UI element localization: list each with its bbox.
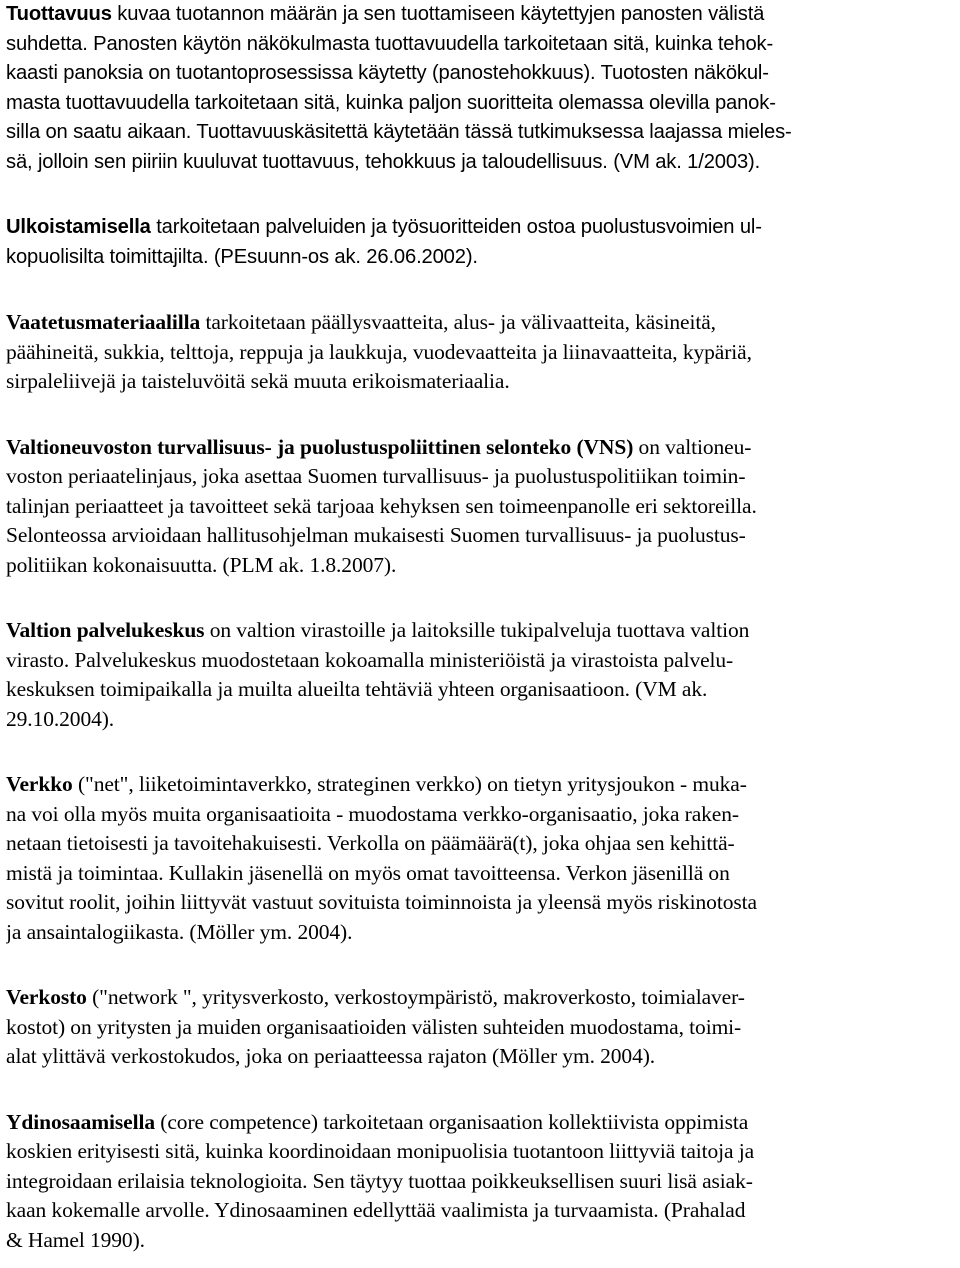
text-line: [6, 859, 954, 889]
text-line: [6, 433, 954, 463]
definition-text: sä, jolloin sen piiriin kuuluvat tuottavuus, tehokkuus ja taloudellisuus. (VM ak. 1/2003).: [6, 150, 761, 173]
text-line: [6, 59, 954, 89]
glossary-entry-vns: [6, 433, 954, 581]
text-line: [6, 616, 954, 646]
paragraph-gap: [6, 734, 954, 770]
definition-text: mistä ja toimintaa. Kullakin jäsenellä on myös omat tavoitteensa. Verkon jäsenillä on: [6, 860, 730, 885]
text-line: [6, 675, 954, 705]
definition-text: 29.10.2004).: [6, 706, 115, 731]
definition-text: talinjan periaatteet ja tavoitteet sekä tarjoaa kehyksen sen toimeenpanolle eri sektoreilla.: [6, 493, 757, 518]
definition-text: netaan tietoisesti ja tavoitehakuisesti. Verkolla on päämäärä(t), joka ohjaa sen kehittä-: [6, 831, 735, 855]
definition-text: voston periaatelinjaus, joka asettaa Suomen turvallisuus- ja puolustuspolitiikan toimin-: [6, 464, 746, 488]
glossary-entry-palvelukeskus: [6, 616, 954, 734]
text-line: [6, 770, 954, 800]
text-line: [6, 1226, 954, 1256]
definition-text: kopuolisilta toimittajilta. (PEsuunn-os ak. 26.06.2002).: [6, 245, 478, 268]
paragraph-gap: [6, 580, 954, 616]
glossary-term: Ydinosaamisella: [6, 1109, 156, 1134]
definition-text: on valtioneu-: [633, 434, 752, 459]
glossary-entry-ulkoistaminen: [6, 213, 954, 272]
glossary-entry-tuottavuus: [6, 0, 954, 177]
text-line: [6, 1137, 954, 1167]
paragraph-gap: [6, 947, 954, 983]
paragraph-gap: [6, 1072, 954, 1108]
text-line: [6, 492, 954, 522]
text-line: [6, 243, 954, 273]
paragraph-gap: [6, 272, 954, 308]
glossary-term: Ulkoistamisella: [6, 216, 151, 238]
definition-text: koskien erityisesti sitä, kuinka koordinoidaan monipuolisia tuotantoon liittyviä taitoja ja: [6, 1139, 755, 1163]
text-line: [6, 983, 954, 1013]
text-line: [6, 888, 954, 918]
definition-text: Selonteossa arvioidaan hallitusohjelman mukaisesti Suomen turvallisuus- ja puolustus-: [6, 523, 746, 547]
glossary-term: Verkosto: [6, 985, 87, 1009]
glossary-entry-verkko: [6, 770, 954, 947]
text-line: [6, 462, 954, 492]
definition-text: keskuksen toimipaikalla ja muilta alueilta tehtäviä yhteen organisaatioon. (VM ak.: [6, 677, 708, 701]
definition-text: (core competence) tarkoitetaan organisaation kollektiivista oppimista: [155, 1109, 749, 1134]
glossary-term: Vaatetusmateriaalilla: [6, 310, 201, 334]
definition-text: päähineitä, sukkia, telttoja, reppuja ja laukkuja, vuodevaatteita ja liinavaatteita, kypäriä,: [6, 339, 752, 364]
definition-text: silla on saatu aikaan. Tuottavuuskäsitettä käytetään tässä tutkimuksessa laajassa mieles-: [6, 121, 792, 143]
text-line: [6, 800, 954, 830]
text-line: [6, 118, 954, 148]
definition-text: ("net", liiketoimintaverkko, strateginen verkko) on tietyn yritysjoukon - muka-: [72, 772, 747, 796]
definition-text: kostot) on yritysten ja muiden organisaatioiden välisten suhteiden muodostama, toimi-: [6, 1014, 742, 1039]
text-line: [6, 30, 954, 60]
text-line: [6, 646, 954, 676]
text-line: [6, 918, 954, 948]
definition-text: masta tuottavuudella tarkoitetaan sitä, kuinka paljon suoritteita olemassa olevilla panok-: [6, 91, 776, 114]
text-line: [6, 0, 954, 30]
definition-text: na voi olla myös muita organisaatioita - muodostama verkko-organisaatio, joka raken-: [6, 801, 739, 826]
definition-text: tarkoitetaan päällysvaatteita, alus- ja välivaatteita, käsineitä,: [200, 310, 716, 334]
definition-text: politiikan kokonaisuutta. (PLM ak. 1.8.2007).: [6, 552, 397, 577]
glossary-term: Verkko: [6, 772, 73, 796]
glossary-term: Valtion palvelukeskus: [6, 618, 205, 642]
text-line: [6, 1196, 954, 1226]
definition-text: ja ansaintalogiikasta. (Möller ym. 2004).: [6, 919, 353, 944]
text-line: [6, 521, 954, 551]
glossary-term: Valtioneuvoston turvallisuus- ja puolustuspoliittinen selonteko (VNS): [6, 434, 634, 459]
definition-text: alat ylittävä verkostokudos, joka on periaatteessa rajaton (Möller ym. 2004).: [6, 1044, 656, 1068]
definition-text: kuvaa tuotannon määrän ja sen tuottamiseen käytettyjen panosten välistä: [111, 3, 765, 25]
definition-text: sirpaleliivejä ja taisteluvöitä sekä muuta erikoismateriaalia.: [6, 369, 510, 393]
text-line: [6, 213, 954, 243]
text-line: [6, 338, 954, 368]
definition-text: sovitut roolit, joihin liittyvät vastuut sovituista toiminnoista ja yleensä myös riskinotosta: [6, 890, 757, 914]
text-line: [6, 829, 954, 859]
definition-text: kaan kokemalle arvolle. Ydinosaaminen edellyttää vaalimista ja turvaamista. (Prahalad: [6, 1198, 746, 1222]
definition-text: suhdetta. Panosten käytön näkökulmasta tuottavuudella tarkoitetaan sitä, kuinka tehok-: [6, 32, 774, 55]
text-line: [6, 705, 954, 735]
glossary-entry-vaatetusmateriaali: [6, 308, 954, 397]
paragraph-gap: [6, 177, 954, 213]
glossary-page: [6, 0, 954, 1255]
definition-text: on valtion virastoille ja laitoksille tukipalveluja tuottava valtion: [204, 618, 750, 642]
text-line: [6, 551, 954, 581]
text-line: [6, 1167, 954, 1197]
glossary-entry-verkosto: [6, 983, 954, 1072]
definition-text: kaasti panoksia on tuotantoprosessissa käytetty (panostehokkuus). Tuotosten näkökul-: [6, 62, 769, 84]
definition-text: ("network ", yritysverkosto, verkostoympäristö, makroverkosto, toimialaver-: [86, 985, 745, 1009]
text-line: [6, 367, 954, 397]
text-line: [6, 89, 954, 119]
text-line: [6, 1108, 954, 1138]
definition-text: integroidaan erilaisia teknologioita. Sen täytyy tuottaa poikkeuksellisen suuri lisä asiak-: [6, 1168, 753, 1193]
definition-text: tarkoitetaan palveluiden ja työsuoritteiden ostoa puolustusvoimien ul-: [150, 216, 762, 238]
text-line: [6, 1042, 954, 1072]
text-line: [6, 148, 954, 178]
paragraph-gap: [6, 397, 954, 433]
definition-text: virasto. Palvelukeskus muodostetaan kokoamalla ministeriöistä ja virastoista palvelu-: [6, 647, 734, 672]
text-line: [6, 1013, 954, 1043]
glossary-entry-ydinosaaminen: [6, 1108, 954, 1256]
glossary-term: Tuottavuus: [6, 3, 112, 25]
text-line: [6, 308, 954, 338]
definition-text: & Hamel 1990).: [6, 1227, 145, 1252]
